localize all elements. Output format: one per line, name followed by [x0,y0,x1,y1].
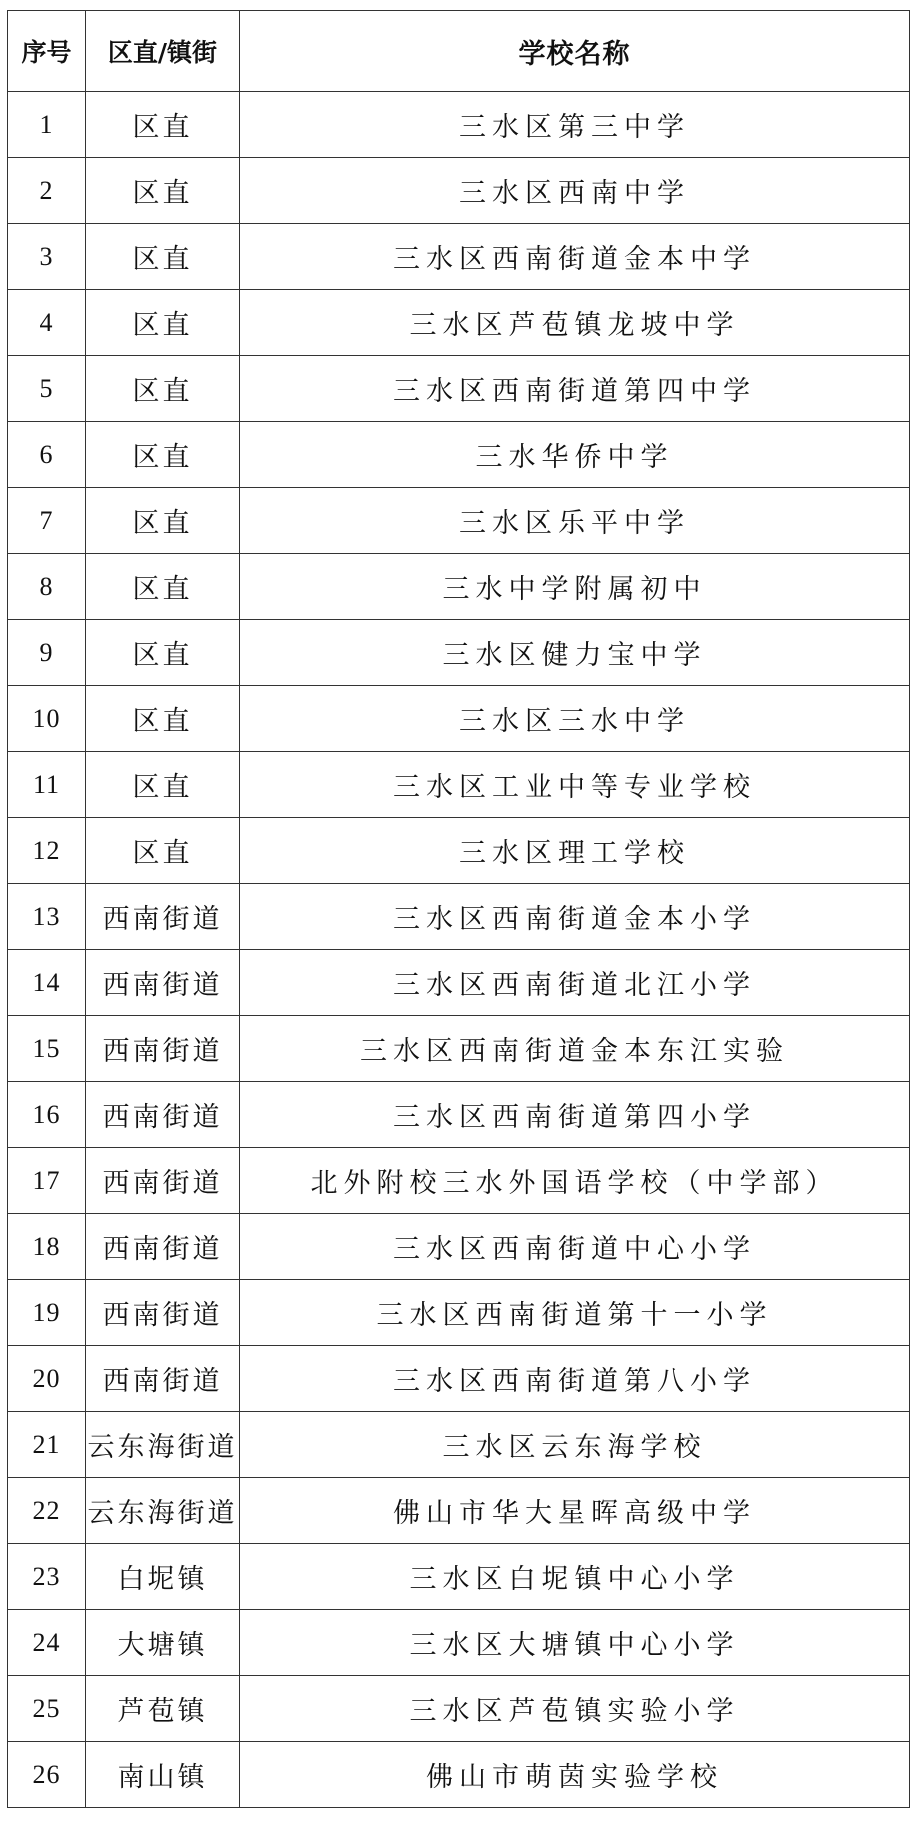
serial-number-cell: 1 [8,92,86,158]
serial-number-cell: 7 [8,488,86,554]
school-name-cell: 三水区西南街道金本中学 [240,224,910,290]
district-cell: 区直 [86,92,240,158]
district-cell: 西南街道 [86,1082,240,1148]
school-name-cell: 佛山市萌茵实验学校 [240,1742,910,1808]
serial-number-cell: 13 [8,884,86,950]
district-cell: 区直 [86,488,240,554]
district-cell: 区直 [86,752,240,818]
serial-number-cell: 8 [8,554,86,620]
table-row [8,92,910,158]
serial-number-cell: 21 [8,1412,86,1478]
school-name-cell: 三水区西南街道金本小学 [240,884,910,950]
serial-number-cell: 16 [8,1082,86,1148]
header-serial-number: 序号 [8,11,86,92]
table-row [8,224,910,290]
district-cell: 西南街道 [86,950,240,1016]
school-name-cell: 三水区三水中学 [240,686,910,752]
district-cell: 区直 [86,686,240,752]
district-cell: 区直 [86,422,240,488]
serial-number-cell: 10 [8,686,86,752]
school-name-cell: 三水区第三中学 [240,92,910,158]
serial-number-cell: 14 [8,950,86,1016]
school-name-cell: 三水区西南街道第八小学 [240,1346,910,1412]
district-cell: 白坭镇 [86,1544,240,1610]
district-cell: 西南街道 [86,1346,240,1412]
district-cell: 芦苞镇 [86,1676,240,1742]
table-row [8,356,910,422]
serial-number-cell: 5 [8,356,86,422]
school-name-cell: 三水区西南街道金本东江实验 [240,1016,910,1082]
table-row [8,290,910,356]
table-row [8,620,910,686]
serial-number-cell: 2 [8,158,86,224]
table-row [8,158,910,224]
serial-number-cell: 17 [8,1148,86,1214]
district-cell: 西南街道 [86,884,240,950]
district-cell: 区直 [86,158,240,224]
table-row [8,1544,910,1610]
table-row [8,1280,910,1346]
serial-number-cell: 24 [8,1610,86,1676]
table-row [8,1676,910,1742]
school-name-cell: 三水区工业中等专业学校 [240,752,910,818]
school-name-cell: 三水华侨中学 [240,422,910,488]
table-row [8,1346,910,1412]
school-name-cell: 三水区西南街道中心小学 [240,1214,910,1280]
header-district: 区直/镇街 [86,11,240,92]
serial-number-cell: 4 [8,290,86,356]
district-cell: 区直 [86,290,240,356]
school-name-cell: 三水区大塘镇中心小学 [240,1610,910,1676]
district-cell: 区直 [86,554,240,620]
table-body [8,92,910,1808]
table-row [8,884,910,950]
district-cell: 西南街道 [86,1214,240,1280]
table-row [8,1214,910,1280]
school-name-cell: 三水中学附属初中 [240,554,910,620]
serial-number-cell: 23 [8,1544,86,1610]
school-name-cell: 北外附校三水外国语学校（中学部） [240,1148,910,1214]
table-header-row [8,11,910,92]
school-name-cell: 佛山市华大星晖高级中学 [240,1478,910,1544]
school-name-cell: 三水区理工学校 [240,818,910,884]
table-row [8,686,910,752]
serial-number-cell: 22 [8,1478,86,1544]
serial-number-cell: 9 [8,620,86,686]
school-name-cell: 三水区健力宝中学 [240,620,910,686]
district-cell: 西南街道 [86,1148,240,1214]
school-name-cell: 三水区白坭镇中心小学 [240,1544,910,1610]
district-cell: 南山镇 [86,1742,240,1808]
serial-number-cell: 19 [8,1280,86,1346]
table-row [8,1412,910,1478]
school-name-cell: 三水区西南中学 [240,158,910,224]
district-cell: 云东海街道 [86,1412,240,1478]
table-row [8,554,910,620]
school-name-cell: 三水区西南街道北江小学 [240,950,910,1016]
school-name-cell: 三水区芦苞镇龙坡中学 [240,290,910,356]
serial-number-cell: 12 [8,818,86,884]
district-cell: 大塘镇 [86,1610,240,1676]
school-name-cell: 三水区乐平中学 [240,488,910,554]
serial-number-cell: 18 [8,1214,86,1280]
serial-number-cell: 6 [8,422,86,488]
table-row [8,818,910,884]
school-name-cell: 三水区芦苞镇实验小学 [240,1676,910,1742]
table-row [8,1082,910,1148]
school-name-cell: 三水区云东海学校 [240,1412,910,1478]
table-row [8,1610,910,1676]
district-cell: 区直 [86,224,240,290]
table-row [8,1148,910,1214]
district-cell: 云东海街道 [86,1478,240,1544]
serial-number-cell: 20 [8,1346,86,1412]
table-row [8,422,910,488]
district-cell: 区直 [86,818,240,884]
district-cell: 西南街道 [86,1280,240,1346]
district-cell: 西南街道 [86,1016,240,1082]
table-row [8,752,910,818]
table-row [8,1478,910,1544]
school-name-cell: 三水区西南街道第十一小学 [240,1280,910,1346]
district-cell: 区直 [86,356,240,422]
serial-number-cell: 26 [8,1742,86,1808]
table-row [8,1016,910,1082]
table-row [8,488,910,554]
school-name-cell: 三水区西南街道第四小学 [240,1082,910,1148]
school-list-table [7,10,910,1808]
serial-number-cell: 25 [8,1676,86,1742]
serial-number-cell: 11 [8,752,86,818]
serial-number-cell: 15 [8,1016,86,1082]
table-row [8,950,910,1016]
serial-number-cell: 3 [8,224,86,290]
district-cell: 区直 [86,620,240,686]
table-row [8,1742,910,1808]
header-school-name: 学校名称 [240,11,910,92]
school-name-cell: 三水区西南街道第四中学 [240,356,910,422]
